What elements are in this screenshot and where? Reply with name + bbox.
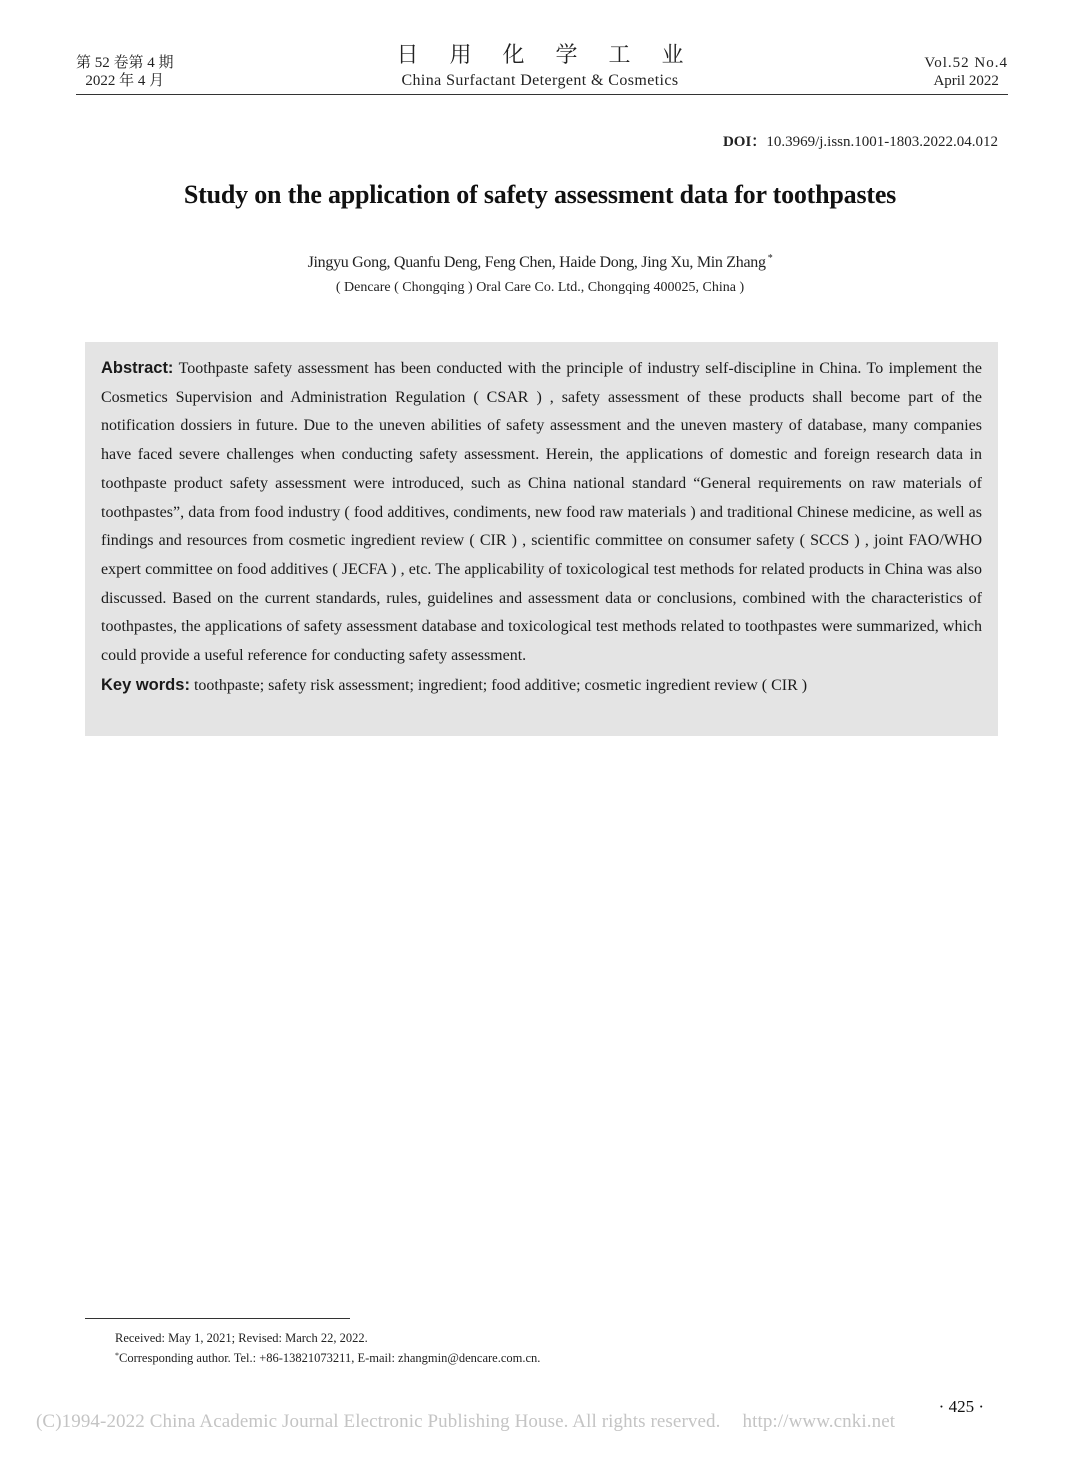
volume-number-en: Vol.52 No.4 xyxy=(924,55,1008,71)
abstract-paragraph xyxy=(101,354,982,671)
author-affiliation: ( Dencare ( Chongqing ) Oral Care Co. Ltd., Chongqing 400025, China ) xyxy=(335,280,745,295)
header-divider xyxy=(76,94,1008,95)
corresponding-author-mark: * xyxy=(767,253,773,264)
copyright-text: (C)1994-2022 China Academic Journal Electronic Publishing House. All rights reserved. xyxy=(36,1411,721,1432)
footnote-corresponding xyxy=(115,1351,540,1366)
doi-label: DOI： xyxy=(722,134,767,150)
keywords-label: Key words: xyxy=(101,675,190,694)
author-names: Jingyu Gong, Quanfu Deng, Feng Chen, Haide Dong, Jing Xu, Min Zhang xyxy=(307,254,766,271)
journal-title-block xyxy=(340,42,740,92)
footnote-received: Received: May 1, 2021; Revised: March 22, 2022. xyxy=(115,1331,368,1345)
abstract-body: Toothpaste safety assessment has been conducted with the principle of industry self-discipline in China. To implement the Cosmetics Supervision and Administration Regulation ( CSAR ) , safety assessment of these products shall become part of the notification dossiers in future. Due to the uneven abilities of safety assessment and the uneven mastery of database, many companies have faced severe challenges when conducting safety assessment. Herein, the applications of domestic and foreign research data in toothpaste product safety assessment were introduced, such as China national standard “General requirements on raw materials of toothpastes”, data from food industry ( food additives, condiments, new food raw materials ) and traditional Chinese medicine, as well as findings and resources from cosmetic ingredient review ( CIR ) , scientific committee on consumer safety ( SCCS ) , joint FAO/WHO expert committee on food additives ( JECFA ) , etc. The applicability of toxicological test methods for related products in China was also discussed. Based on the current standards, rules, guidelines and assessment data or conclusions, combined with the characteristics of toothpastes, the applications of safety assessment database and toxicological test methods related to toothpastes were summarized, which could provide a useful reference for conducting safety assessment. xyxy=(101,360,982,665)
issue-number-cn: 第 52 卷第 4 期 xyxy=(76,55,174,71)
journal-title-cn: 日 用 化 学 工 业 xyxy=(396,43,696,68)
author-list xyxy=(100,253,980,272)
journal-issue-en xyxy=(924,54,1008,90)
keywords-paragraph xyxy=(101,671,982,700)
abstract-box xyxy=(85,342,998,736)
doi-line xyxy=(723,130,998,151)
journal-title-en: China Surfactant Detergent & Cosmetics xyxy=(401,72,679,89)
footnote-divider xyxy=(85,1318,350,1319)
copyright-watermark xyxy=(36,1411,895,1433)
issue-date-en: April 2022 xyxy=(933,73,999,89)
journal-issue-cn xyxy=(76,54,174,90)
keywords-list: toothpaste; safety risk assessment; ingredient; food additive; cosmetic ingredient review ( CIR ) xyxy=(193,676,808,694)
page-number: · 425 · xyxy=(938,1397,984,1416)
footnote-corresponding-text: Corresponding author. Tel.: +86-13821073211, E-mail: zhangmin@dencare.com.cn. xyxy=(119,1351,541,1365)
copyright-url[interactable]: http://www.cnki.net xyxy=(742,1411,896,1432)
abstract-label: Abstract: xyxy=(101,359,174,377)
article-title: Study on the application of safety assessment data for toothpastes xyxy=(183,180,897,209)
doi-value[interactable]: 10.3969/j.issn.1001-1803.2022.04.012 xyxy=(766,134,998,150)
issue-date-cn: 2022 年 4 月 xyxy=(85,73,165,89)
footnote-corresponding-mark: * xyxy=(115,1351,119,1360)
